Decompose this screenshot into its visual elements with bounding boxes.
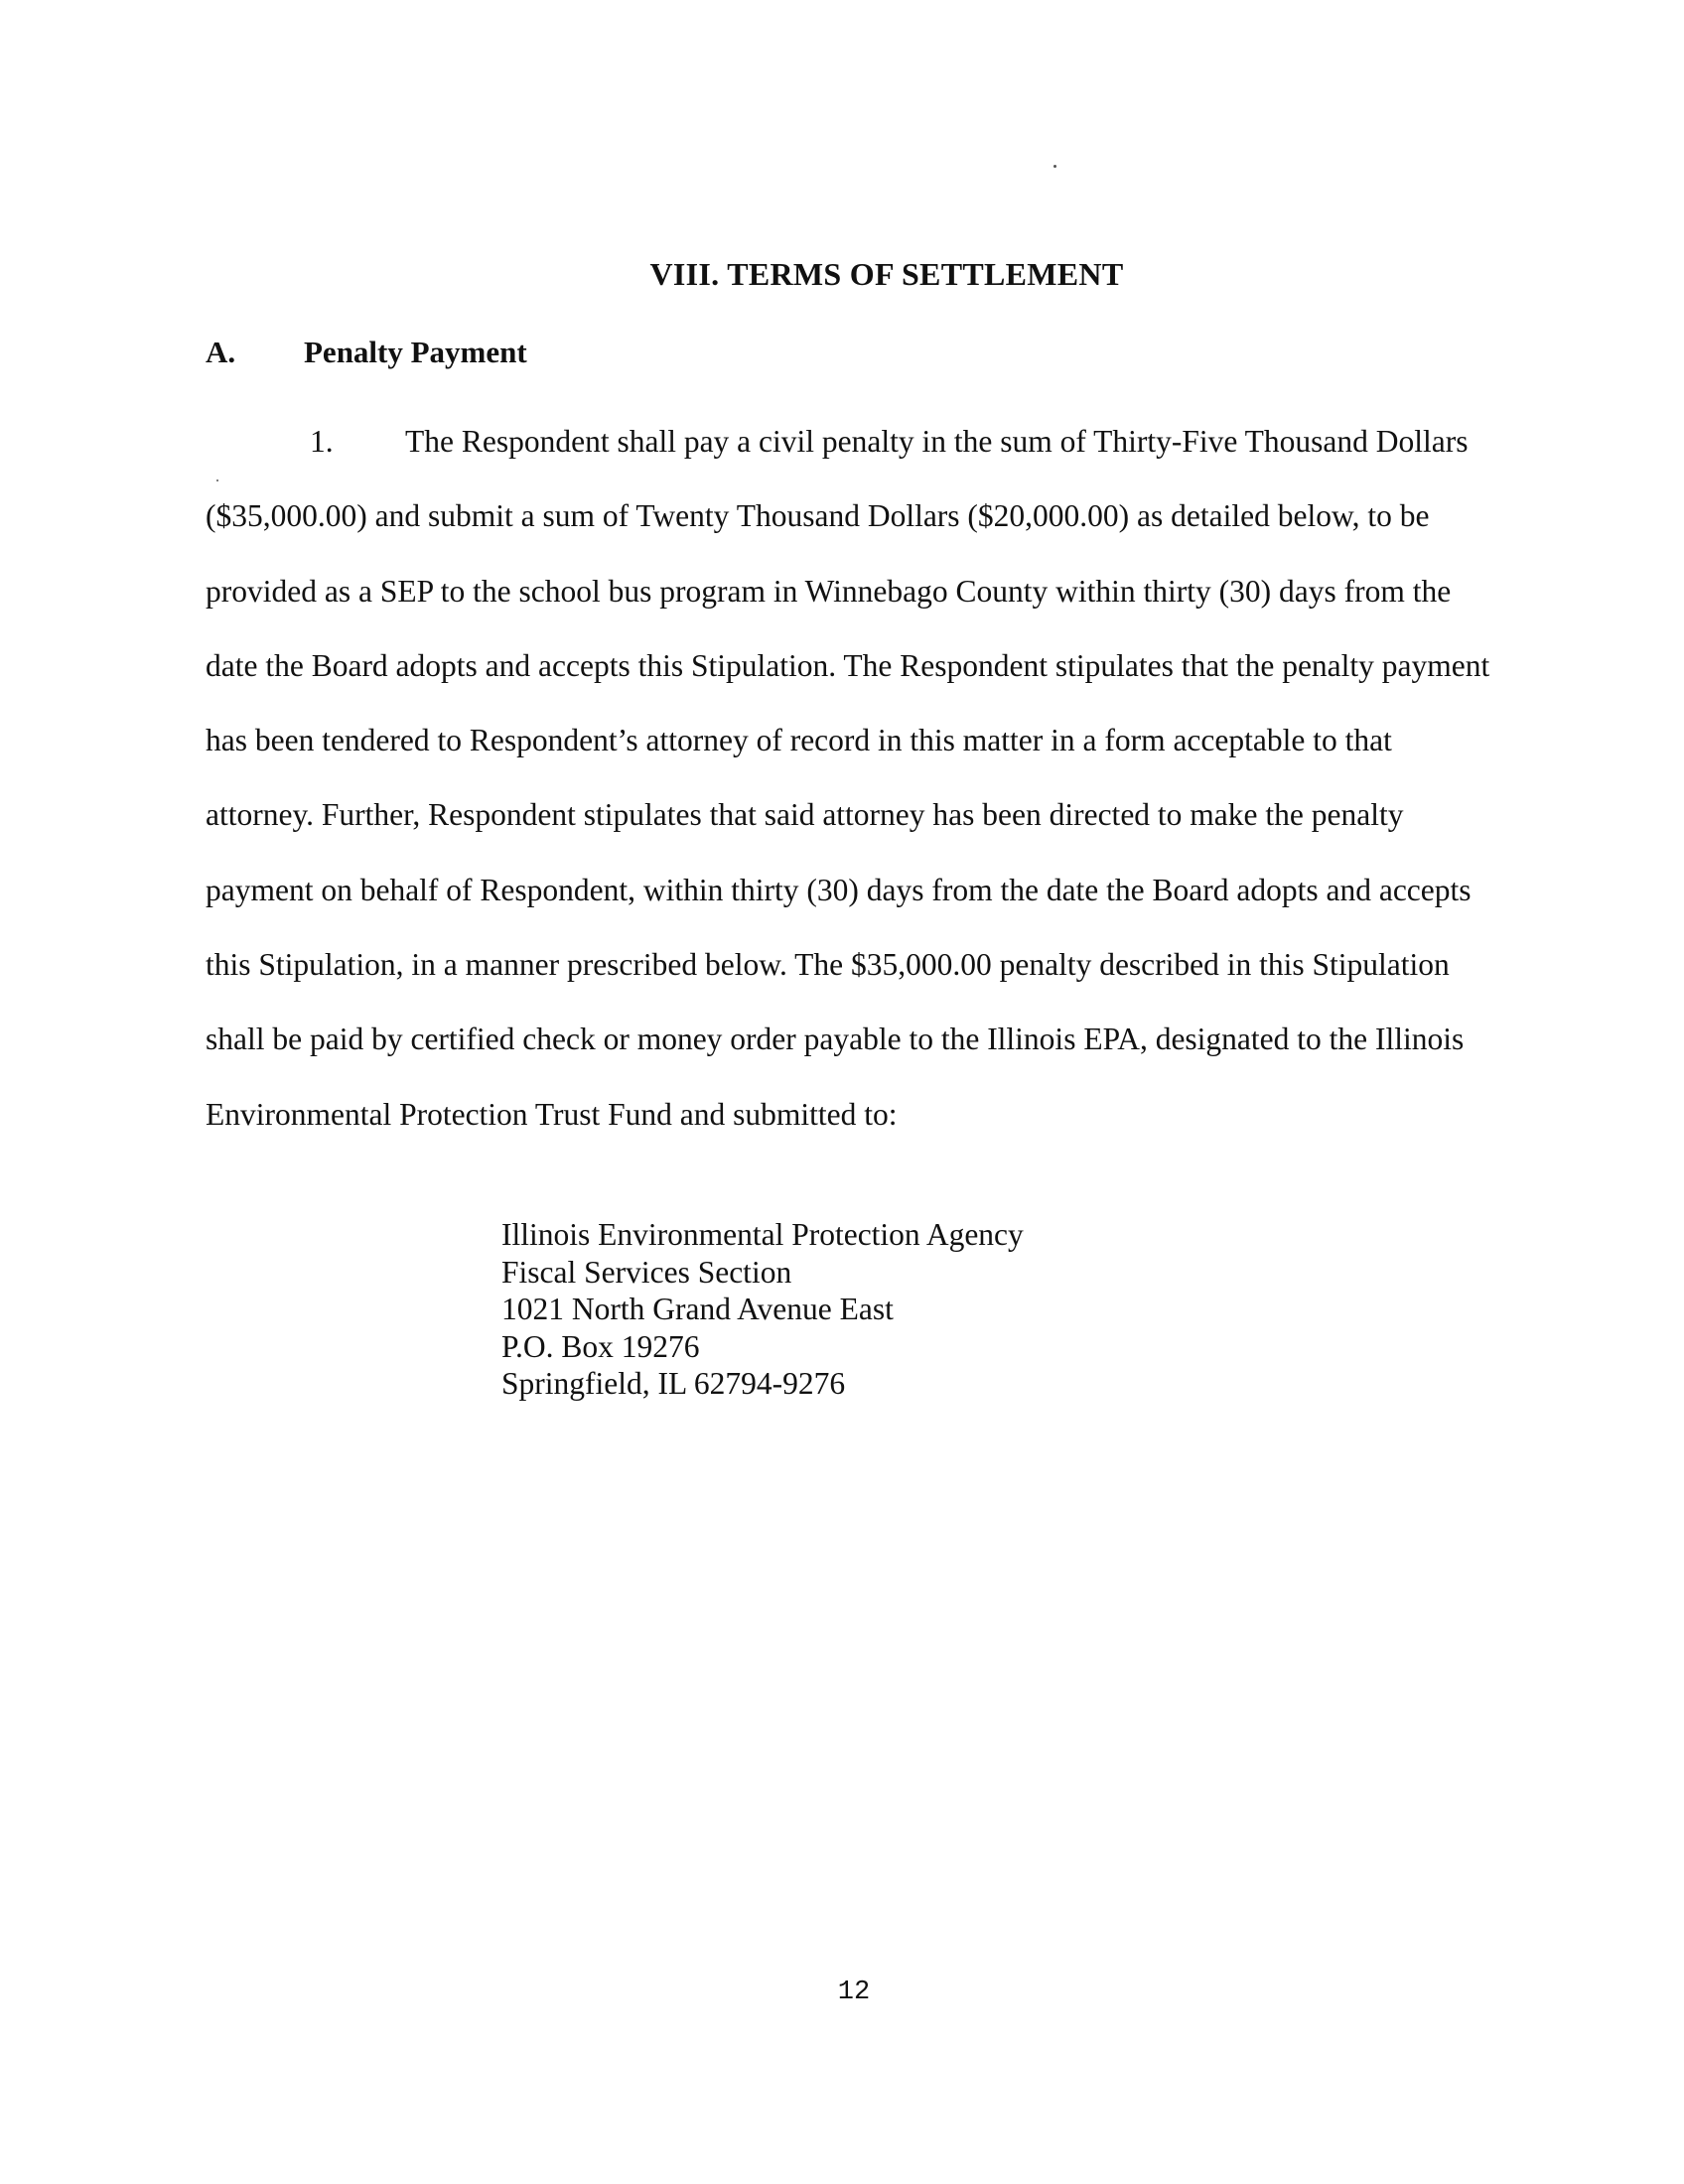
paragraph-text: The Respondent shall pay a civil penalty in the sum of Thirty-Five Thousand Dollars ($35,000.00) and submit a sum of Twenty Thousand Dollars ($20,000.00) as detailed below, to be provided as a SEP to the school bus program in Winnebago County within thirty (30) days from the date the Board adopts and accepts this Stipulation. The Respondent stipulates that the penalty payment has been tendered to Respondent’s attorney of record in this matter in a form acceptable to that attorney. Further, Respondent stipulates that said attorney has been directed to make the penalty payment on behalf of Respondent, within thirty (30) days from the date the Board adopts and accepts this Stipulation, in a manner prescribed below. The $35,000.00 penalty described in this Stipulation shall be paid by certified check or money order payable to the Illinois EPA, designated to the Illinois Environmental Protection Trust Fund and submitted to:: [206, 424, 1490, 1132]
address-line: 1021 North Grand Avenue East: [501, 1292, 894, 1326]
address-line: Springfield, IL 62794-9276: [501, 1366, 846, 1401]
address-line: Illinois Environmental Protection Agency: [501, 1217, 1024, 1252]
address-line: P.O. Box 19276: [501, 1328, 700, 1364]
subheading-title: Penalty Payment: [304, 335, 527, 369]
subheading-letter: A.: [206, 335, 236, 369]
scan-speck: [1053, 165, 1056, 168]
subheading: [206, 335, 527, 370]
mailing-address: [501, 1216, 1024, 1403]
section-heading: VIII. TERMS OF SETTLEMENT: [649, 256, 1124, 292]
body-paragraph: [206, 404, 1492, 1152]
paragraph-number: 1.: [310, 424, 334, 459]
page-number: 12: [837, 1978, 871, 2007]
address-line: Fiscal Services Section: [501, 1254, 792, 1290]
